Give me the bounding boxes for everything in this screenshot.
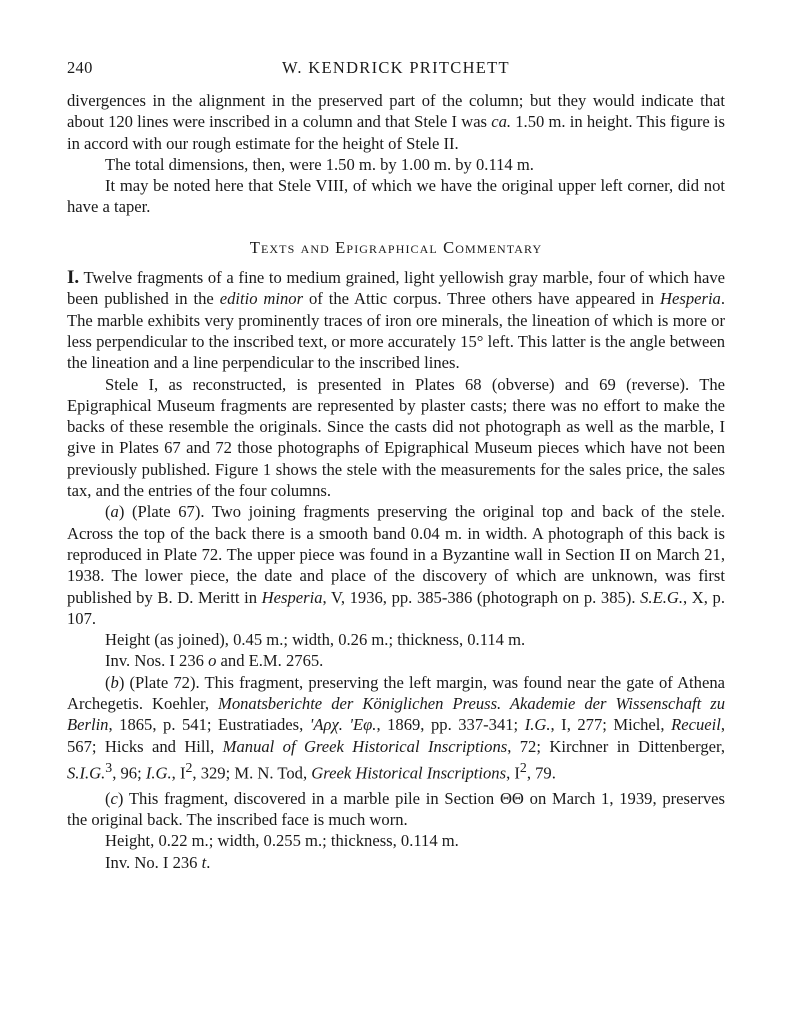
fragment-a-dimensions: Height (as joined), 0.45 m.; width, 0.26 m.; thickness, 0.114 m. [105, 630, 526, 650]
fragment-a: (a) (Plate 67). Two joining fragments preserving the original top and back of the stele. Across the top of the back there is a smooth band 0.04 m. in width. A photograph of this back is reproduced in Plate 72. The upper piece was found in a Byzantine wall in Section II on March 21, 1938. The lower piece, the date and place of the discovery of which are unknown, was first published by B. D. Meritt in Hesperia, V, 1936, pp. 385-386 (photograph on p. 385). S.E.G., X, p. 107. [67, 502, 725, 628]
page-header [67, 58, 725, 82]
page [67, 58, 725, 873]
stele-paragraph: I. Twelve fragments of a fine to medium grained, light yellowish gray marble, four of which have been published in the editio minor of the Attic corpus. Three others have appeared in Hesperia. The marble exhibits very prominently traces of iron ore minerals, the lineation of which is more or less perpendicular to the inscribed text, or more accurately 15° left. This latter is the angle between the lineation and a line perpendicular to the inscribed lines. [67, 267, 726, 373]
paragraph: Stele I, as reconstructed, is presented in Plates 68 (obverse) and 69 (reverse). The Epigraphical Museum fragments are represented by plaster casts; there was no effort to make the backs of these resemble the originals. Since the casts did not photograph as well as the marble, I give in Plates 67 and 72 those photographs of Epigraphical Museum pieces which have not been previously published. Figure 1 shows the stele with the measurements for the sales price, the sales tax, and the entries of the four columns. [67, 374, 725, 501]
running-head: W. KENDRICK PRITCHETT [282, 58, 510, 77]
fragment-label: c [110, 788, 118, 808]
fragment-label: a [110, 502, 119, 522]
stele-numeral: I. [67, 267, 80, 289]
paragraph: The total dimensions, then, were 1.50 m. by 1.00 m. by 0.114 m. [105, 154, 534, 174]
paragraph: It may be noted here that Stele VIII, of which we have the original upper left corner, did not have a taper. [67, 176, 725, 217]
fragment-label: b [110, 672, 119, 692]
fragment-c-dimensions: Height, 0.22 m.; width, 0.255 m.; thickness, 0.114 m. [105, 831, 459, 851]
fragment-b: (b) (Plate 72). This fragment, preserving the left margin, was found near the gate of Athena Archegetis. Koehler, Monatsberichte der Königlichen Preuss. Akademie der Wissenschaft zu Berlin, 1865, p. 541; Eustratiades, 'Αρχ. 'Εφ., 1869, pp. 337-341; I.G., I, 277; Michel, Recueil, 567; Hicks and Hill, Manual of Greek Historical Inscriptions, 72; Kirchner in Dittenberger, S.I.G.$^3$, 96; I.G., $I^2$, 329; M. N. Tod, Greek Historical Inscriptions, $I^2$, 79. [67, 672, 726, 783]
section-heading: Texts and Epigraphical Commentary [249, 237, 543, 257]
paragraph: divergences in the alignment in the preserved part of the column; but they would indicate that about 120 lines were inscribed in a column and that Stele I was ca. 1.50 m. in height. This figure is in accord with our rough estimate for the height of Stele II. [67, 91, 725, 153]
body-text [67, 90, 725, 873]
fragment-a-inventory: Inv. Nos. I 236 o and E.M. 2765. [105, 651, 324, 671]
fragment-c: (c) This fragment, discovered in a marble pile in Section ΘΘ on March 1, 1939, preserves the original back. The inscribed face is much worn. [67, 788, 725, 830]
page-number: 240 [67, 58, 93, 77]
fragment-c-inventory: Inv. No. I 236 t. [105, 852, 211, 872]
